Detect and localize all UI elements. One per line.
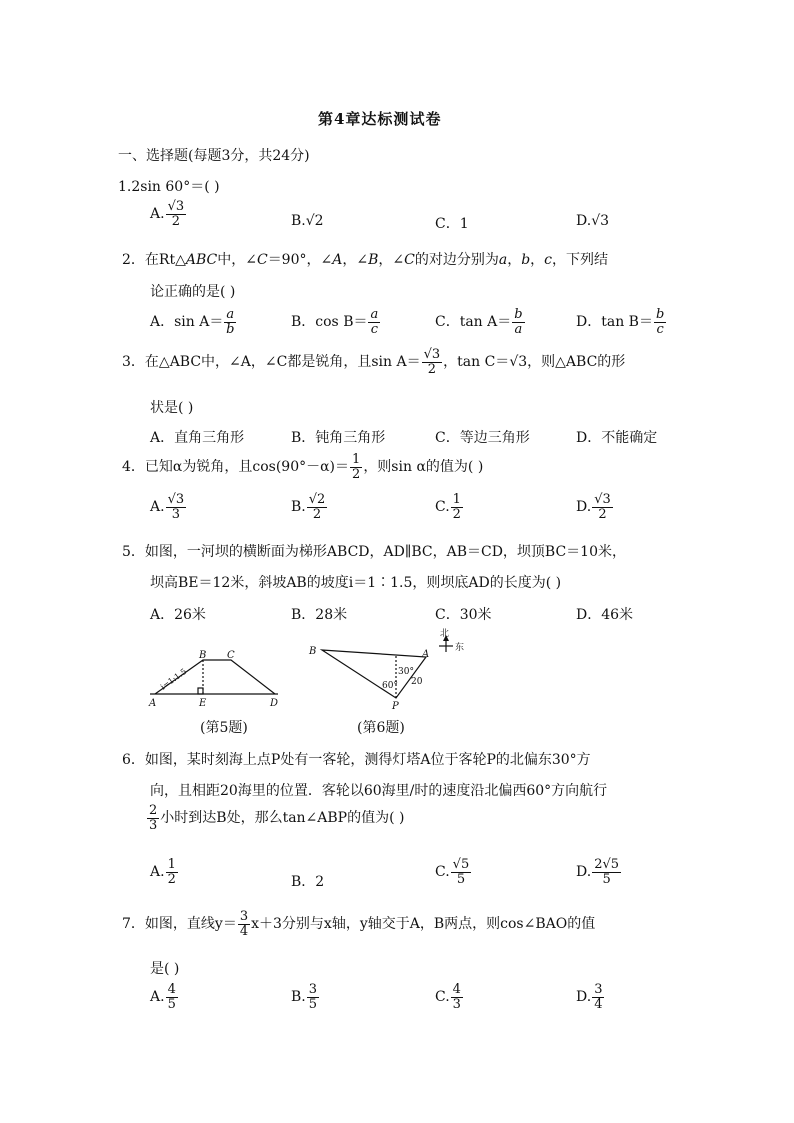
label-p: P (392, 701, 399, 710)
q5-option-b[interactable]: B．28米 (291, 607, 348, 623)
q5-option-c[interactable]: C．30米 (435, 607, 492, 623)
question-1-stem: 1.2sin 60°＝( ) (118, 179, 220, 195)
q3-option-a[interactable]: A．直角三角形 (150, 430, 245, 446)
compass-east-label: 东 (455, 643, 465, 653)
right-angle-mark (198, 688, 203, 694)
question-3-stem: 3．在△ABC中，∠A，∠C都是锐角，且sin A＝ $\frac{√3}{2}$ ，tan C＝√3，则△ABC的形 (122, 347, 626, 377)
page-title: 第4章达标测试卷 (318, 110, 442, 128)
q5-option-a[interactable]: A．26米 (150, 607, 206, 623)
angle-60-label: 60° (382, 681, 398, 691)
question-6-stem-line2: 向，且相距20海里的位置．客轮以60海里/时的速度沿北偏西60°方向航行 (150, 783, 608, 799)
q6-option-d[interactable]: D. $\frac{2√5}{5}$ (576, 857, 620, 887)
q1-option-d[interactable]: D.√3 (576, 213, 610, 229)
q7-option-c[interactable]: C. $\frac{4}{3}$ (435, 982, 461, 1012)
figure-6-caption: (第6题) (357, 720, 405, 736)
question-7-stem-line2: 是( ) (150, 961, 180, 977)
label-c: C (227, 650, 235, 661)
q2-option-d[interactable]: D．tan B＝ $\frac{b}{c}$ (576, 307, 665, 337)
slope-label: i=1:1.5 (158, 666, 189, 692)
question-7-stem: 7．如图，直线y＝ $\frac{3}{4}$ x＋3分别与x轴，y轴交于A，B两点，则cos∠BAO的值 (122, 909, 596, 939)
q5-option-d[interactable]: D．46米 (576, 607, 634, 623)
angle-30-label: 30° (398, 667, 414, 677)
compass-north-label: 北 (440, 629, 450, 639)
q7-option-a[interactable]: A. $\frac{4}{5}$ (150, 982, 176, 1012)
q7-option-d[interactable]: D. $\frac{3}{4}$ (576, 982, 603, 1012)
q3-option-b[interactable]: B．钝角三角形 (291, 430, 386, 446)
label-b: B (309, 646, 317, 657)
question-2-stem: 2．在Rt△ABC中，∠C＝90°，∠A，∠B，∠C的对边分别为a，b，c，下列结 (122, 252, 609, 268)
label-d: D (270, 698, 279, 709)
section-heading: 一、选择题(每题3分，共24分) (118, 148, 310, 164)
label-a: A (422, 649, 430, 660)
figure-6-ship-diagram (305, 628, 475, 710)
q7-option-b[interactable]: B. $\frac{3}{5}$ (291, 982, 318, 1012)
question-2-stem-line2: 论正确的是( ) (150, 284, 236, 300)
q1-option-c[interactable]: C．1 (435, 216, 469, 232)
question-5-stem-line2: 坝高BE＝12米，斜坡AB的坡度i＝1∶1.5，则坝底AD的长度为( ) (150, 575, 562, 591)
q6-option-c[interactable]: C. $\frac{√5}{5}$ (435, 857, 470, 887)
q6-option-b[interactable]: B．2 (291, 874, 325, 890)
q1-option-b[interactable]: B.√2 (291, 213, 324, 229)
question-3-stem-line2: 状是( ) (150, 400, 194, 416)
question-6-stem-line3: $\frac{2}{3}$ 小时到达B处，那么tan∠ABP的值为( ) (149, 803, 405, 833)
figure-5-dam-trapezoid (145, 648, 290, 712)
q3-option-d[interactable]: D．不能确定 (576, 430, 658, 446)
distance-20-label: 20 (411, 677, 423, 687)
label-e: E (199, 698, 207, 709)
q2-option-a[interactable]: A．sin A＝ $\frac{a}{b}$ (150, 307, 235, 337)
q4-option-a[interactable]: A. $\frac{√3}{3}$ (150, 492, 185, 522)
q3-option-c[interactable]: C．等边三角形 (435, 430, 530, 446)
label-a: A (149, 698, 157, 709)
label-b: B (199, 650, 207, 661)
q2-option-c[interactable]: C．tan A＝ $\frac{b}{a}$ (435, 307, 523, 337)
q2-option-b[interactable]: B．cos B＝ $\frac{a}{c}$ (291, 307, 379, 337)
question-4-stem: 4．已知α为锐角，且cos(90°－α)＝ $\frac{1}{2}$ ，则sin α的值为( ) (122, 452, 484, 482)
q4-option-b[interactable]: B. $\frac{√2}{2}$ (291, 492, 326, 522)
q6-option-a[interactable]: A. $\frac{1}{2}$ (150, 857, 176, 887)
question-5-stem: 5．如图，一河坝的横断面为梯形ABCD，AD∥BC，AB＝CD，坝顶BC＝10米， (122, 544, 626, 560)
q4-option-d[interactable]: D. $\frac{√3}{2}$ (576, 492, 611, 522)
q1-option-a[interactable]: A. $\frac{√3}{2}$ (150, 199, 185, 229)
question-6-stem: 6．如图，某时刻海上点P处有一客轮，测得灯塔A位于客轮P的北偏东30°方 (122, 752, 591, 768)
q4-option-c[interactable]: C. $\frac{1}{2}$ (435, 492, 461, 522)
figure-5-caption: (第5题) (200, 720, 248, 736)
